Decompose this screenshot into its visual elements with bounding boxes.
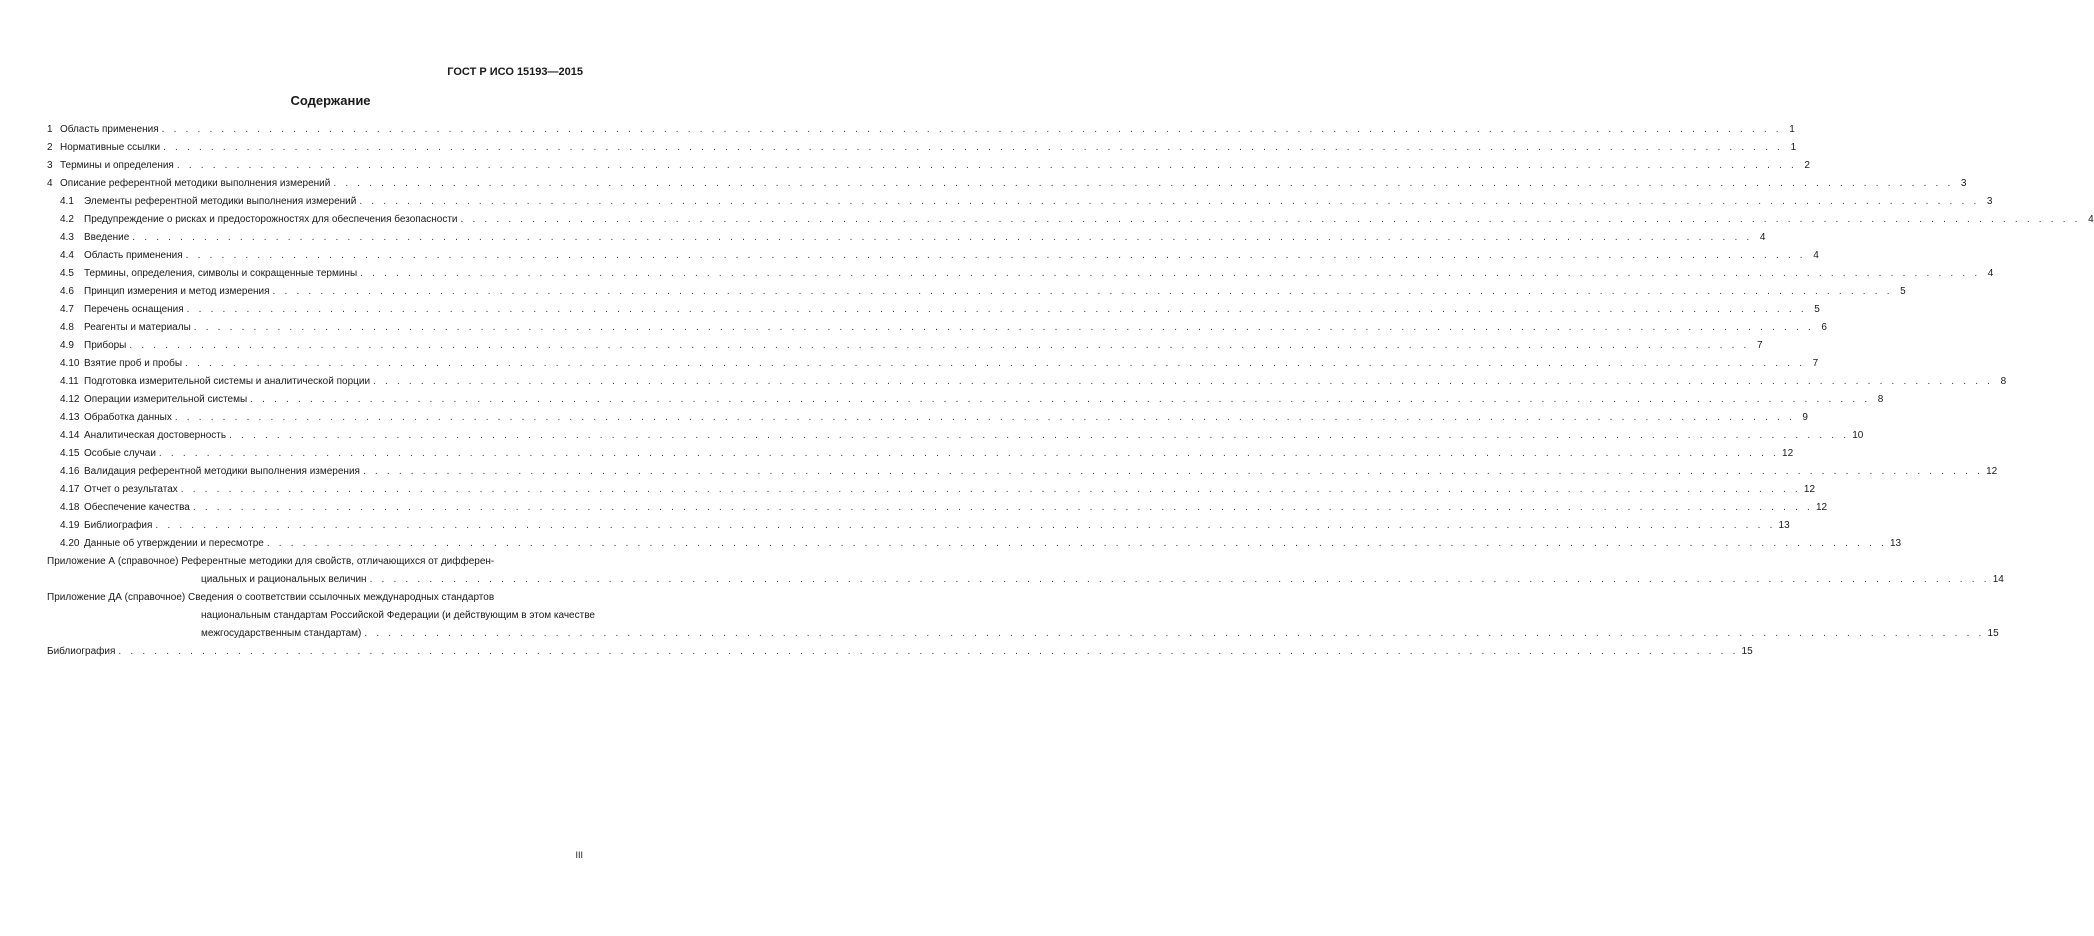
toc-entry-page: 12	[1782, 448, 1794, 459]
toc-entry[interactable]	[47, 463, 1998, 481]
toc-entry-label: Аналитическая достоверность	[84, 430, 227, 441]
toc-title: Содержание	[290, 93, 371, 108]
dot-leader	[333, 175, 1953, 193]
dot-leader	[193, 499, 1813, 517]
dot-leader	[370, 571, 1990, 589]
toc-entry-label: Область применения	[84, 250, 183, 261]
toc-entry-number: 4.9	[60, 340, 74, 351]
toc-entry-appendix-da[interactable]	[47, 589, 1999, 643]
toc-entry-number: 4.20	[60, 538, 80, 549]
toc-entry[interactable]	[47, 283, 1906, 301]
dot-leader	[364, 625, 1984, 643]
dot-leader	[187, 301, 1807, 319]
appendix-a-page: 14	[1992, 574, 2004, 585]
toc-entry-number: 3	[47, 160, 53, 171]
toc-entry[interactable]	[47, 409, 1808, 427]
dot-leader	[185, 355, 1805, 373]
appendix-da-line3: межгосударственным стандартам)	[201, 628, 362, 639]
dot-leader	[363, 463, 1983, 481]
dot-leader	[118, 643, 1738, 661]
toc-entry-number: 4.10	[60, 358, 80, 369]
toc-entry-number: 4.13	[60, 412, 80, 423]
toc-entry-appendix-a[interactable]	[47, 553, 2004, 589]
toc-entry-number: 1	[47, 124, 53, 135]
toc-entry-label: Принцип измерения и метод измерения	[84, 286, 270, 297]
toc-entry-page: 1	[1790, 142, 1797, 153]
toc-entry[interactable]	[47, 427, 1864, 445]
toc-entry-label: Библиография	[84, 520, 153, 531]
toc-entry-page: 5	[1814, 304, 1820, 315]
toc-entry-page: 12	[1803, 484, 1816, 495]
toc-entry-label: Особые случаи	[84, 448, 156, 459]
toc-entry-number: 4.2	[60, 214, 74, 225]
toc-entry-label: Отчет о результатах	[84, 484, 178, 495]
toc-entry-number: 4	[47, 178, 53, 189]
toc-entry-number: 4.4	[60, 250, 74, 261]
toc-entry-number: 4.16	[60, 466, 80, 477]
toc-entry[interactable]	[47, 247, 1819, 265]
dot-leader	[163, 139, 1783, 157]
appendix-da-line2: национальным стандартам Российской Федерации (и действующим в этом качестве	[201, 610, 595, 621]
toc-entry-bibliography[interactable]	[47, 643, 1753, 661]
toc-entry[interactable]	[47, 499, 1828, 517]
toc-entry-label: Обеспечение качества	[84, 502, 190, 513]
toc-entry-label: Описание референтной методики выполнения измерений	[60, 178, 331, 189]
bibliography-page: 15	[1741, 646, 1753, 657]
toc-entry[interactable]	[47, 175, 1967, 193]
toc-entry-number: 4.7	[60, 304, 74, 315]
toc-entry-label: Обработка данных	[84, 412, 172, 423]
toc-entry-page: 1	[1789, 124, 1795, 135]
toc-entry[interactable]	[47, 517, 1790, 535]
toc-entry-label: Введение	[84, 232, 130, 243]
toc-entry[interactable]	[47, 193, 1993, 211]
toc-entry-number: 4.8	[60, 322, 74, 333]
toc-entry-label: Взятие проб и пробы	[84, 358, 183, 369]
dot-leader	[250, 391, 1870, 409]
toc-entry-page: 2	[1804, 160, 1810, 171]
toc-entry[interactable]	[47, 355, 1819, 373]
toc-entry[interactable]	[47, 265, 1994, 283]
dot-leader	[155, 517, 1775, 535]
toc-entry-label: Подготовка измерительной системы и аналитической порции	[84, 376, 371, 387]
toc-entry-page: 7	[1756, 340, 1763, 351]
toc-entry[interactable]	[47, 481, 1816, 499]
toc-entry-page: 12	[1816, 502, 1828, 513]
toc-entry-page: 8	[2000, 376, 2007, 387]
dot-leader	[132, 229, 1752, 247]
toc-entry-page: 5	[1900, 286, 1906, 297]
dot-leader	[159, 445, 1779, 463]
dot-leader	[461, 211, 2081, 229]
dot-leader	[181, 481, 1801, 499]
dot-leader	[162, 121, 1782, 139]
appendix-a-line1: Приложение А (справочное) Референтные методики для свойств, отличающихся от дифферен-	[47, 556, 495, 567]
toc-entry[interactable]	[47, 301, 1820, 319]
toc-entry-number: 4.6	[60, 286, 74, 297]
toc-entry-label: Нормативные ссылки	[60, 142, 161, 153]
toc-entry-number: 4.11	[60, 376, 79, 387]
dot-leader	[194, 319, 1814, 337]
toc-entry-number: 4.14	[60, 430, 80, 441]
toc-entry-label: Элементы референтной методики выполнения измерений	[84, 196, 357, 207]
toc-entry-page: 4	[1759, 232, 1766, 243]
toc-entry-label: Приборы	[84, 340, 127, 351]
toc-entry[interactable]	[47, 211, 2094, 229]
dot-leader	[177, 157, 1797, 175]
toc-entry[interactable]	[47, 445, 1794, 463]
appendix-a-line2: циальных и рациональных величин	[201, 574, 367, 585]
toc-entry-label: Реагенты и материалы	[84, 322, 191, 333]
dot-leader	[267, 535, 1887, 553]
dot-leader	[229, 427, 1849, 445]
toc-entry[interactable]	[47, 157, 1810, 175]
dot-leader	[129, 337, 1749, 355]
toc-entry-page: 4	[1813, 250, 1819, 261]
toc-entry[interactable]	[47, 229, 1766, 247]
document-code: ГОСТ Р ИСО 15193—2015	[447, 66, 583, 78]
toc-entry[interactable]	[47, 319, 1827, 337]
toc-entry[interactable]	[47, 373, 2007, 391]
toc-entry-number: 4.17	[60, 484, 80, 495]
toc-entry-page: 7	[1812, 358, 1819, 369]
dot-leader	[359, 193, 1979, 211]
toc-entry-page: 10	[1852, 430, 1864, 441]
toc-entry-label: Операции измерительной системы	[84, 394, 248, 405]
toc-entry-label: Предупреждение о рисках и предосторожностях для обеспечения безопасности	[84, 214, 458, 225]
toc-entry-page: 3	[1986, 196, 1993, 207]
toc-entry[interactable]	[47, 391, 1884, 409]
toc-entry-number: 4.5	[60, 268, 74, 279]
toc-entry-page: 6	[1821, 322, 1827, 333]
toc-entry-label: Область применения	[60, 124, 159, 135]
dot-leader	[175, 409, 1795, 427]
toc-entry-label: Данные об утверждении и пересмотре	[84, 538, 264, 549]
appendix-da-line1: Приложение ДА (справочное) Сведения о соответствии ссылочных международных стандартов	[47, 592, 495, 603]
toc-entry-page: 9	[1802, 412, 1808, 423]
toc-entry-label: Перечень оснащения	[84, 304, 184, 315]
toc-entry[interactable]	[47, 121, 1795, 139]
toc-entry-number: 2	[47, 142, 53, 153]
dot-leader	[186, 247, 1806, 265]
toc-entry-page: 12	[1986, 466, 1998, 477]
toc-entry-number: 4.12	[60, 394, 80, 405]
toc-entry-page: 4	[2088, 214, 2094, 225]
toc-entry[interactable]	[47, 337, 1763, 355]
toc-entry[interactable]	[47, 535, 1902, 553]
toc-entry-number: 4.15	[60, 448, 80, 459]
bibliography-label: Библиография	[47, 646, 116, 657]
toc-entry-label: Термины, определения, символы и сокращенные термины	[84, 268, 358, 279]
dot-leader	[373, 373, 1993, 391]
dot-leader	[360, 265, 1980, 283]
toc-entry-page: 4	[1987, 268, 1994, 279]
toc-entry-number: 4.18	[60, 502, 80, 513]
toc-entry-page: 13	[1889, 538, 1902, 549]
table-of-contents	[47, 121, 2094, 661]
dot-leader	[273, 283, 1893, 301]
toc-entry-page: 8	[1877, 394, 1884, 405]
toc-entry-page: 3	[1960, 178, 1967, 189]
toc-entry-page: 13	[1778, 520, 1790, 531]
toc-entry-label: Валидация референтной методики выполнения измерения	[84, 466, 360, 477]
page-number: III	[575, 850, 583, 860]
appendix-da-page: 15	[1987, 628, 1999, 639]
toc-entry-number: 4.3	[60, 232, 74, 243]
toc-entry-label: Термины и определения	[60, 160, 174, 171]
toc-entry-number: 4.19	[60, 520, 80, 531]
toc-entry[interactable]	[47, 139, 1797, 157]
toc-entry-number: 4.1	[60, 196, 74, 207]
